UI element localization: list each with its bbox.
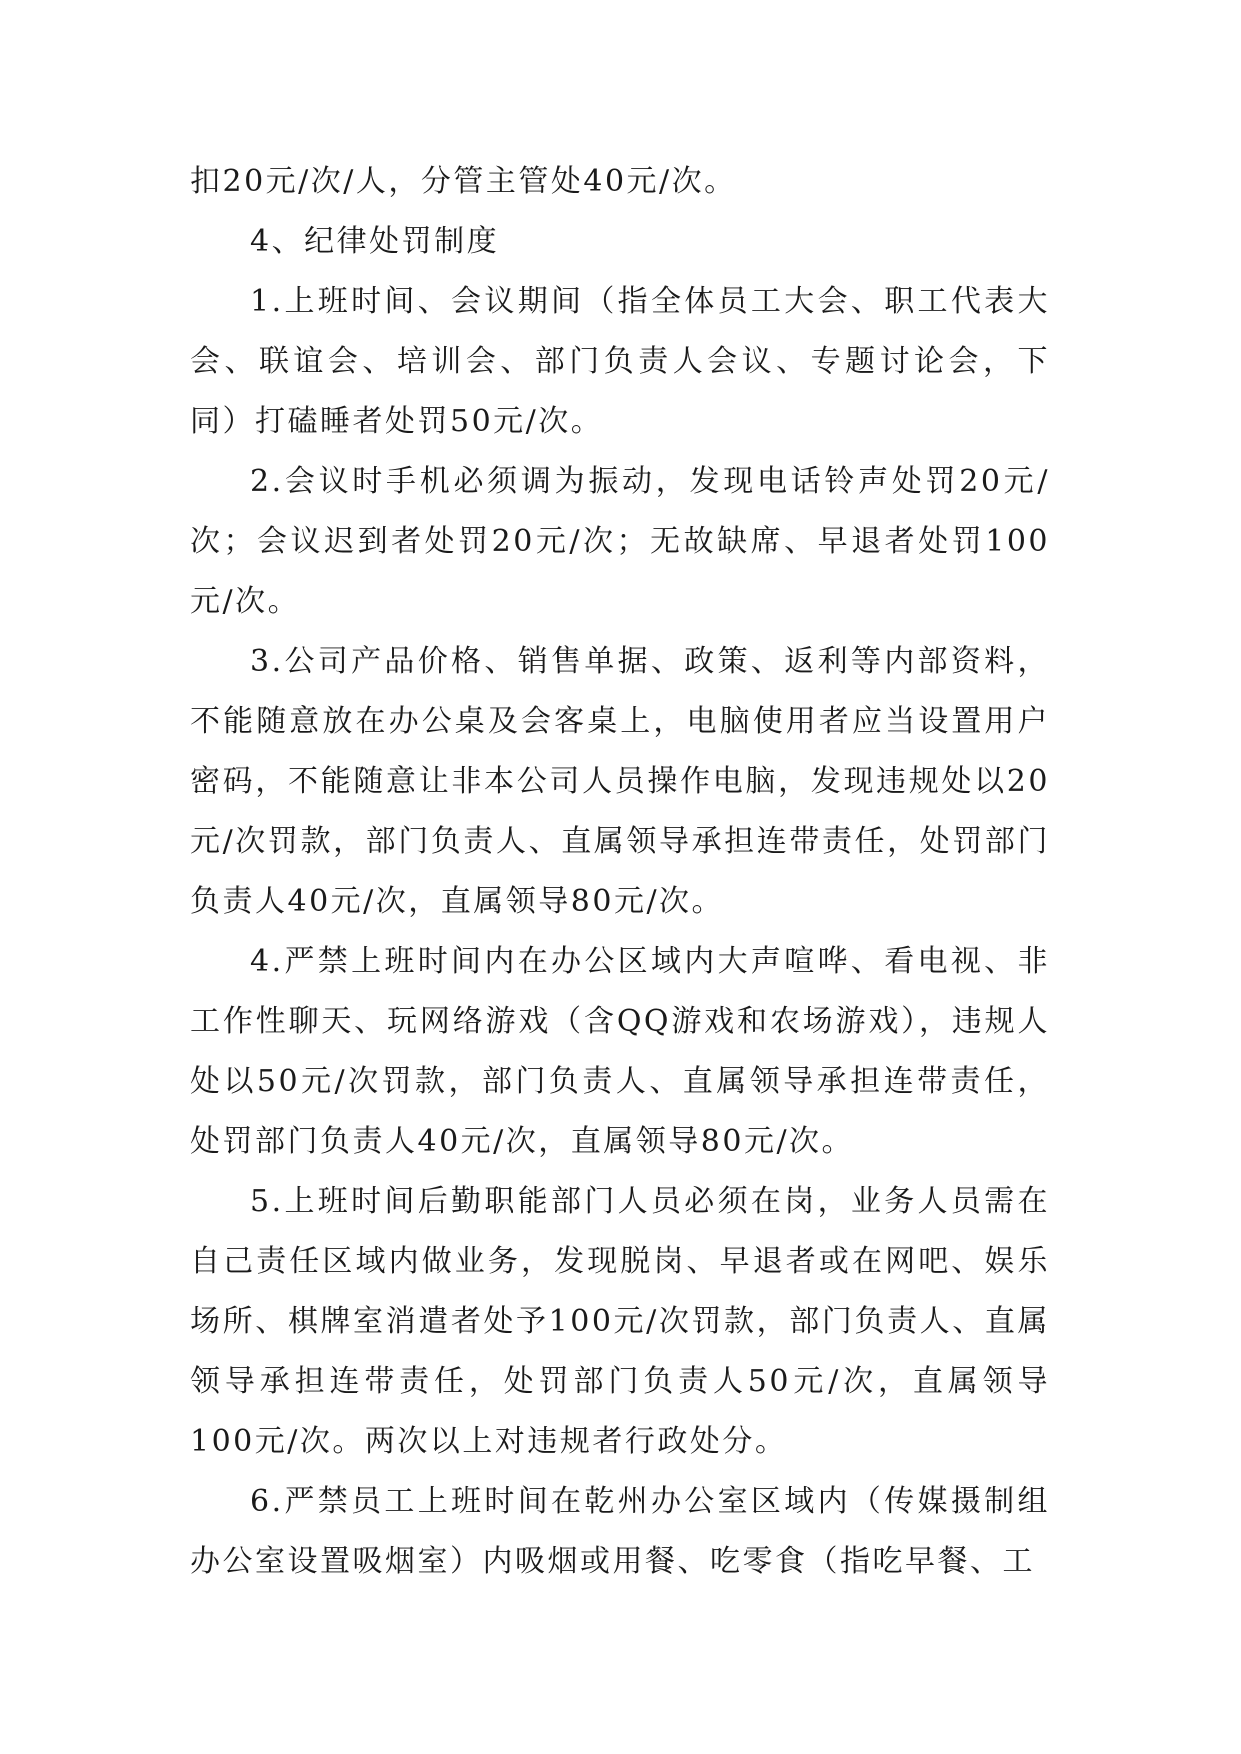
paragraph-continuation: 扣20元/次/人，分管主管处40元/次。 — [190, 164, 737, 199]
rule-item-2: 2.会议时手机必须调为振动，发现电话铃声处罚20元/次；会议迟到者处罚20元/次；无故缺席、早退者处罚100元/次。 — [190, 464, 1050, 619]
rule-item-6: 6.严禁员工上班时间在乾州办公室区域内（传媒摄制组办公室设置吸烟室）内吸烟或用餐、吃零食（指吃早餐、工 — [190, 1484, 1050, 1579]
rule-item-1: 1.上班时间、会议期间（指全体员工大会、职工代表大会、联谊会、培训会、部门负责人会议、专题讨论会，下同）打磕睡者处罚50元/次。 — [190, 284, 1050, 439]
rule-item-5: 5.上班时间后勤职能部门人员必须在岗，业务人员需在自己责任区域内做业务，发现脱岗、早退者或在网吧、娱乐场所、棋牌室消遣者处予100元/次罚款，部门负责人、直属领导承担连带责任，处罚部门负责人50元/次，直属领导100元/次。两次以上对违规者行政处分。 — [190, 1184, 1050, 1459]
document-body — [190, 152, 1050, 1592]
section-heading: 4、纪律处罚制度 — [250, 224, 500, 259]
rule-item-4: 4.严禁上班时间内在办公区域内大声喧哗、看电视、非工作性聊天、玩网络游戏（含QQ游戏和农场游戏），违规人处以50元/次罚款，部门负责人、直属领导承担连带责任，处罚部门负责人40元/次，直属领导80元/次。 — [190, 944, 1050, 1159]
rule-item-3: 3.公司产品价格、销售单据、政策、返利等内部资料，不能随意放在办公桌及会客桌上，电脑使用者应当设置用户密码，不能随意让非本公司人员操作电脑，发现违规处以20元/次罚款，部门负责人、直属领导承担连带责任，处罚部门负责人40元/次，直属领导80元/次。 — [190, 644, 1050, 919]
